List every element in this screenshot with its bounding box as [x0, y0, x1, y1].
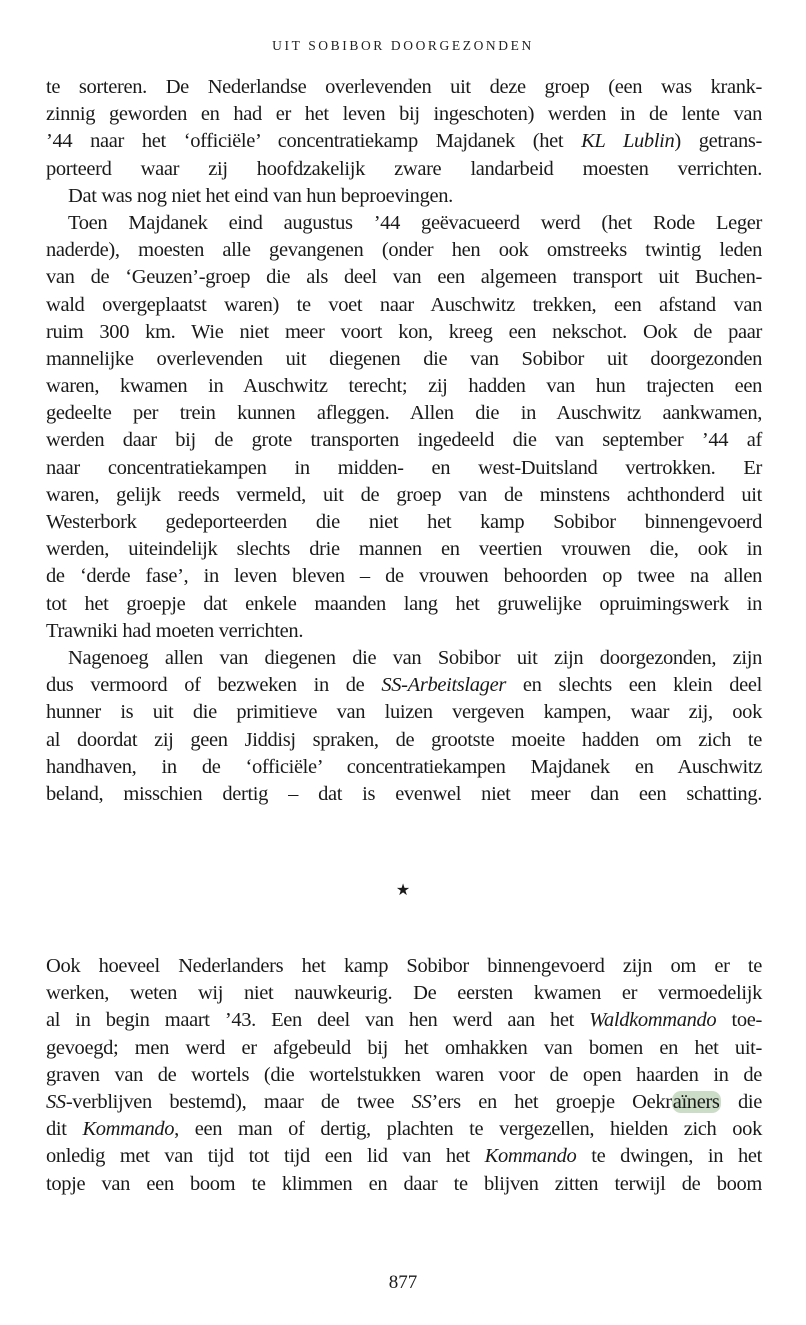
text-line: naar concentratiekampen in midden- en west-Duitsland vertrokken. Er	[46, 456, 762, 479]
text-line: naderde), moesten alle gevangenen (onder hen ook omstreeks twintig leden	[46, 239, 762, 262]
text-line: SS-verblijven bestemd), maar de twee SS’ers en het groepje Oekraïners die	[46, 1090, 762, 1113]
text-line: Westerbork gedeporteerden die niet het kamp Sobibor binnengevoerd	[46, 511, 762, 533]
text-line: Ook hoeveel Nederlanders het kamp Sobibor binnengevoerd zijn om er te	[46, 955, 762, 977]
text-line: al doordat zij geen Jiddisj spraken, de grootste moeite hadden om zich te	[46, 728, 762, 751]
text-line: handhaven, in de ‘officiële’ concentratiekampen Majdanek en Auschwitz	[46, 755, 762, 778]
text-line: beland, misschien dertig – dat is evenwel niet meer dan een schatting.	[46, 782, 762, 805]
text-line: tot het groepje dat enkele maanden lang het gruwelijke opruimingswerk in	[46, 592, 762, 615]
section-1-text	[46, 74, 762, 808]
section-2-text	[46, 953, 762, 1198]
text-line: hunner is uit die primitieve van luizen vergeven kampen, waar zij, ook	[46, 701, 762, 724]
italic-term: Waldkommando	[589, 1009, 717, 1032]
italic-term: Kommando	[82, 1118, 175, 1141]
text-line: te sorteren. De Nederlandse overlevenden uit deze groep (een was krank-	[46, 76, 762, 98]
italic-term: KL Lublin	[581, 130, 675, 153]
text-line: Trawniki had moeten verrichten.	[46, 619, 304, 642]
text-line: Nagenoeg allen van diegenen die van Sobibor uit zijn doorgezonden, zijn	[68, 646, 762, 669]
text-line: graven van de wortels (die wortelstukken waren voor de open haarden in de	[46, 1063, 762, 1086]
text-line: porteerd waar zij hoofdzakelijk zware landarbeid moesten verrichten.	[46, 157, 762, 180]
section-separator-star-icon: ★	[395, 882, 411, 899]
text-line: topje van een boom te klimmen en daar te blijven zitten terwijl de boom	[46, 1172, 762, 1195]
text-line: waren, gelijk reeds vermeld, uit de groep van de minstens achthonderd uit	[46, 483, 762, 506]
text-line: de ‘derde fase’, in leven bleven – de vrouwen behoorden op twee na allen	[46, 565, 762, 588]
text-line: onledig met van tijd tot tijd een lid van het Kommando te dwingen, in het	[46, 1145, 762, 1168]
text-line: zinnig geworden en had er het leven bij ingeschoten) werden in de lente van	[46, 103, 762, 126]
running-header: UIT SOBIBOR DOORGEZONDEN	[272, 38, 534, 53]
text-line: mannelijke overlevenden uit diegenen die van Sobibor uit doorgezonden	[46, 347, 762, 370]
text-line: Toen Majdanek eind augustus ’44 geëvacueerd werd (het Rode Leger	[68, 211, 762, 234]
text-line: ruim 300 km. Wie niet meer voort kon, kreeg een nekschot. Ook de paar	[46, 320, 762, 343]
text-line: Dat was nog niet het eind van hun beproevingen.	[68, 184, 453, 207]
text-line: ’44 naar het ‘officiële’ concentratiekamp Majdanek (het KL Lublin) getrans-	[46, 130, 762, 153]
text-line: dus vermoord of bezweken in de SS-Arbeitslager en slechts een klein deel	[46, 674, 763, 697]
text-line: werden, uiteindelijk slechts drie mannen en veertien vrouwen die, ook in	[46, 538, 762, 561]
text-line: dit Kommando, een man of dertig, plachten te vergezellen, hielden zich ook	[46, 1118, 762, 1141]
text-highlight[interactable]: aïners	[672, 1090, 720, 1113]
italic-term: SS-Arbeitslager	[381, 674, 506, 697]
text-line: wald overgeplaatst waren) te voet naar Auschwitz trekken, een afstand van	[46, 293, 762, 316]
italic-term: Kommando	[484, 1145, 577, 1168]
page-number: 877	[388, 1272, 418, 1293]
text-line: werken, weten wij niet nauwkeurig. De eersten kwamen er vermoedelijk	[46, 982, 762, 1005]
text-line: gevoegd; men werd er afgebeuld bij het omhakken van bomen en het uit-	[46, 1036, 762, 1059]
text-line: waren, kwamen in Auschwitz terecht; zij hadden van hun trajecten een	[46, 375, 762, 398]
text-line: gedeelte per trein kunnen afleggen. Allen die in Auschwitz aankwamen,	[46, 402, 762, 425]
text-line: van de ‘Geuzen’-groep die als deel van een algemeen transport uit Buchen-	[46, 266, 762, 289]
text-line: werden daar bij de grote transporten ingedeeld die van september ’44 af	[46, 429, 762, 452]
text-line: al in begin maart ’43. Een deel van hen werd aan het Waldkommando toe-	[46, 1009, 763, 1032]
